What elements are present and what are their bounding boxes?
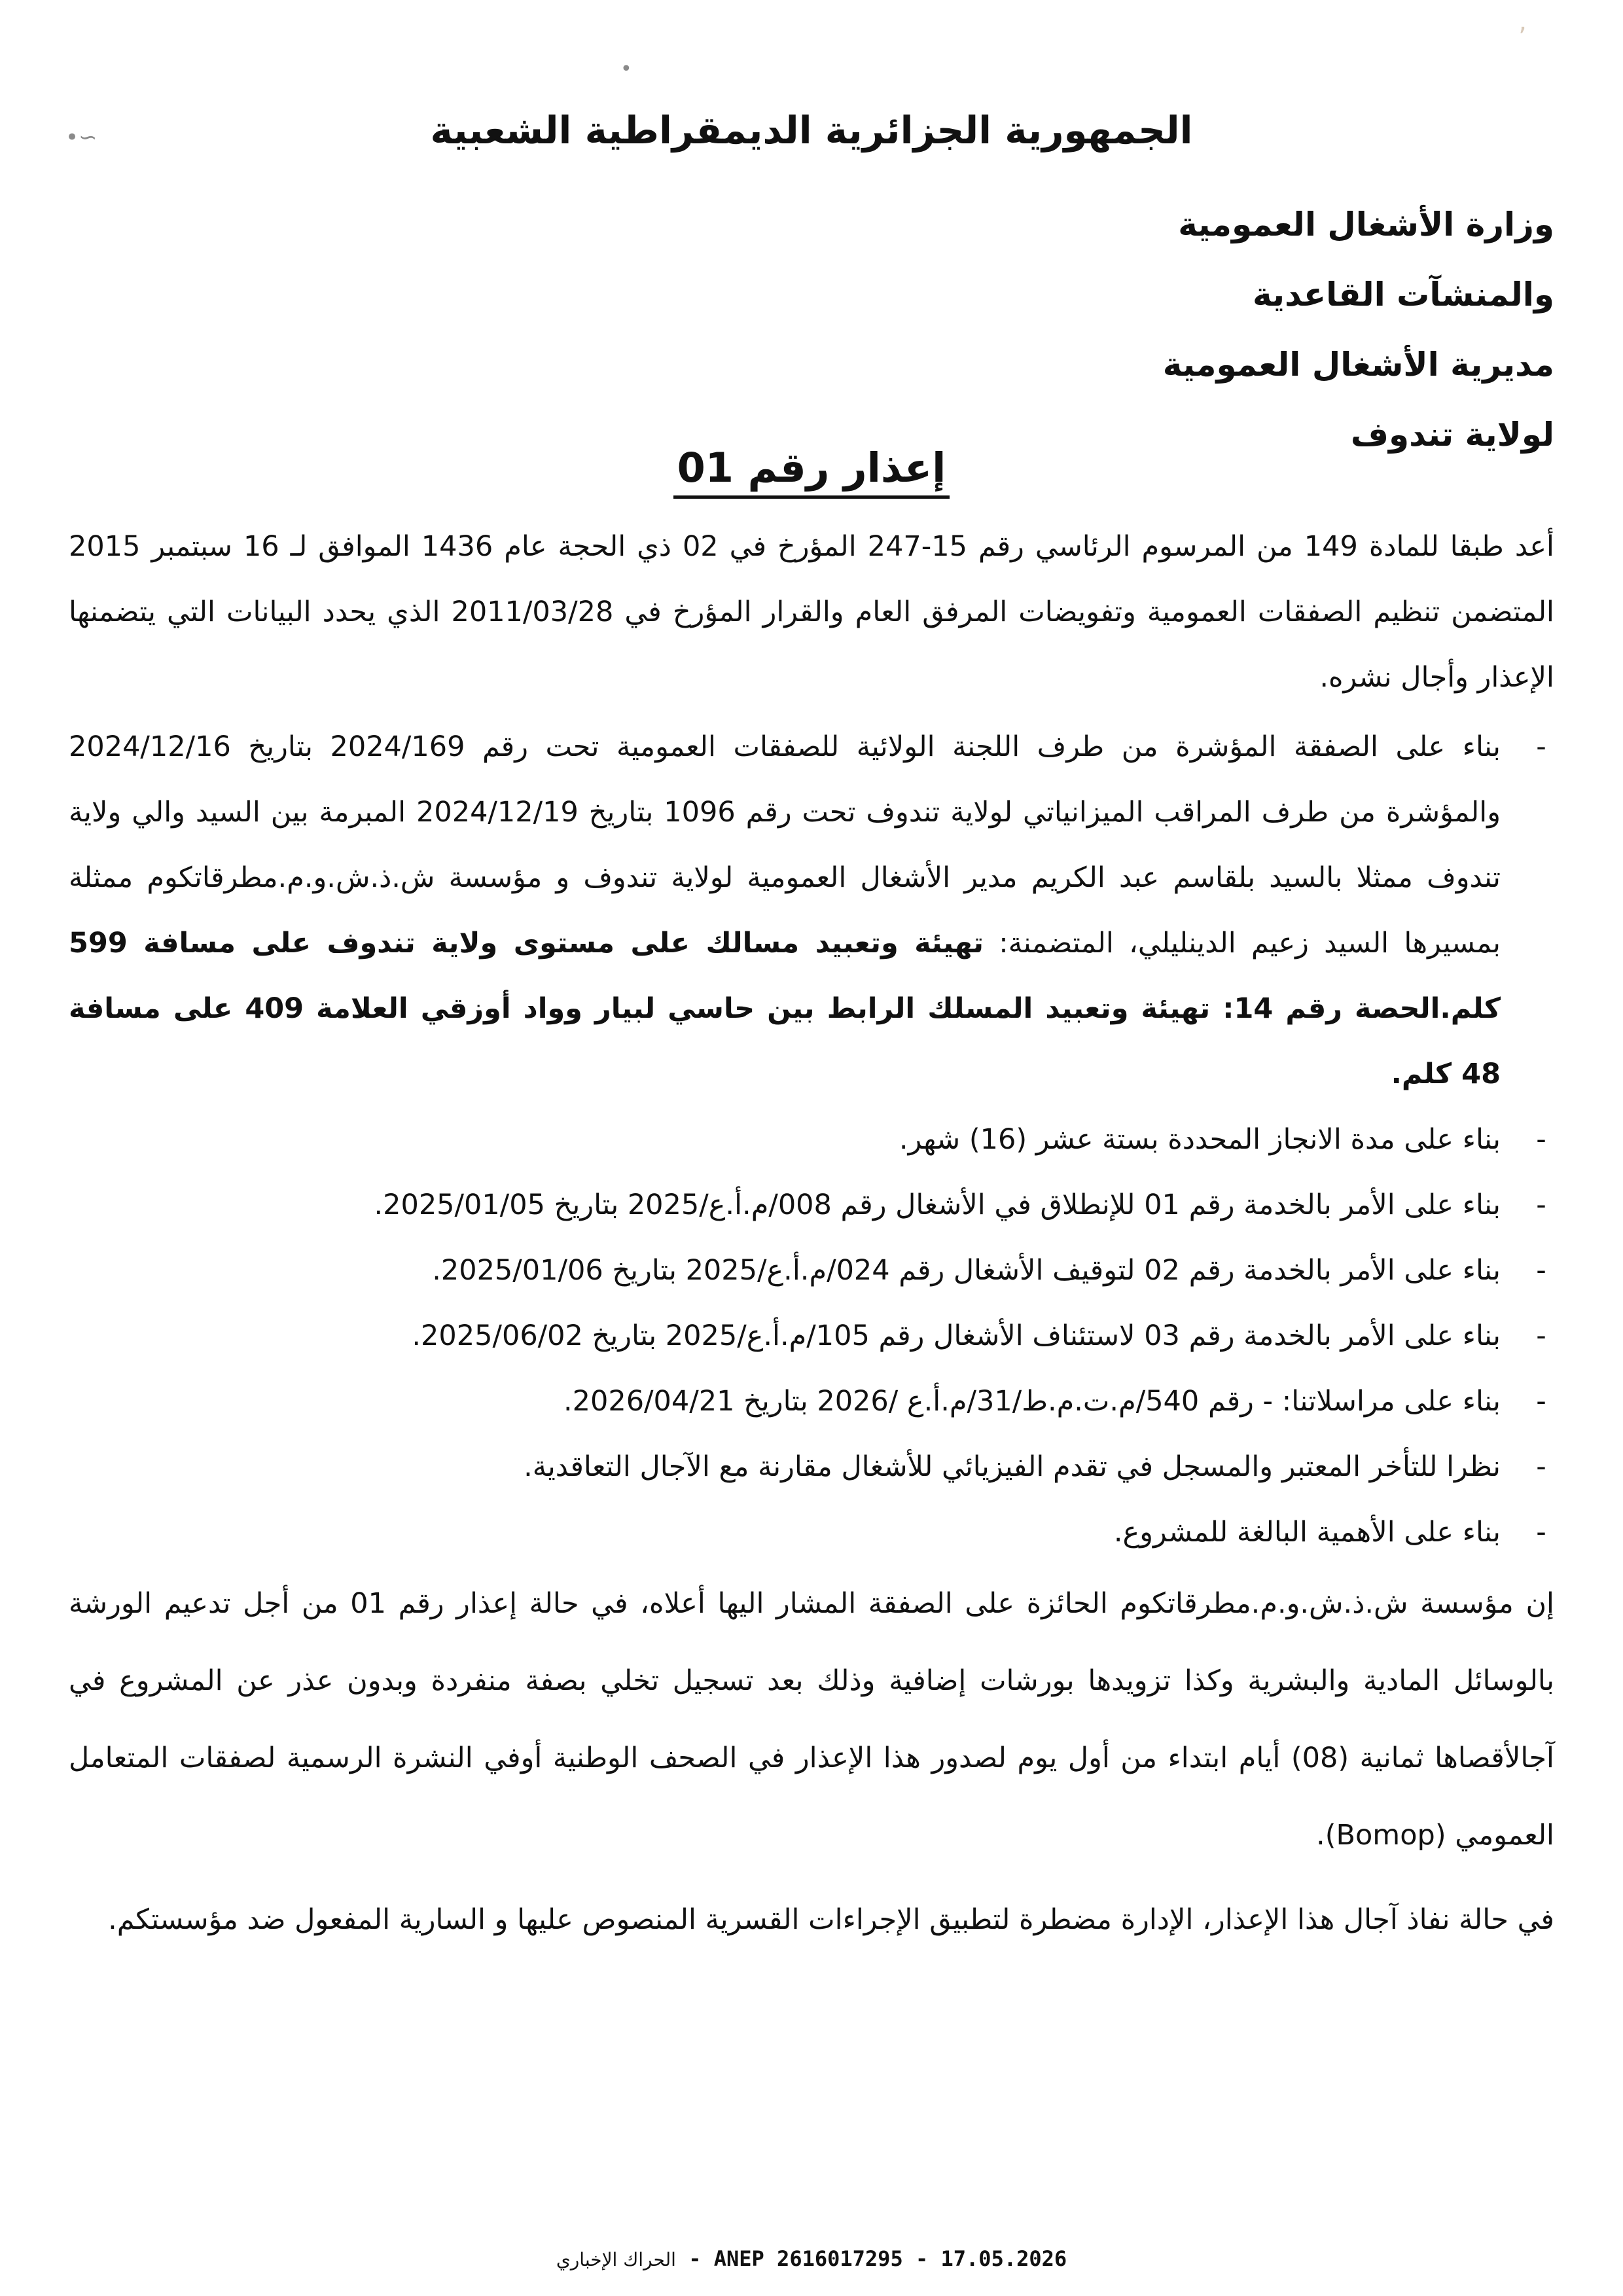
bullet-dash: - [1536,1516,1546,1549]
anep-reference: ANEP 2616017295 - 17.05.2026 [713,2246,1067,2271]
pen-mark: • [620,58,632,81]
list-item [69,1434,1554,1499]
ministry-line: وزارة الأشغال العمومية [1178,206,1554,243]
list-item-text: بناء على الأهمية البالغة للمشروع. [1113,1516,1501,1549]
list-item [69,1172,1554,1238]
pen-mark: ‚ [1518,7,1527,37]
document-title-text: إعذار رقم 01 [673,444,950,499]
list-item [69,714,1554,1107]
bullet-dash: - [1536,1450,1546,1483]
newspaper-name: الحراك الإخباري [556,2249,676,2270]
list-item-text: نظرا للتأخر المعتبر والمسجل في تقدم الفيزيائي للأشغال مقارنة مع الآجال التعاقدية. [524,1450,1501,1483]
list-item-text: بناء على مراسلاتنا: - رقم 540/م.ت.م.ط/31/م.أ.ع /2026 بتاريخ 2026/04/21. [563,1385,1501,1418]
list-item-text: بناء على الأمر بالخدمة رقم 01 للإنطلاق في الأشغال رقم 008/م.أ.ع/2025 بتاريخ 2025/01/05. [374,1189,1501,1221]
bullet-dash: - [1536,1189,1546,1221]
closing-paragraph: في حالة نفاذ آجال هذا الإعذار، الإدارة مضطرة لتطبيق الإجراءات القسرية المنصوص عليها و السارية المفعول ضد مؤسستكم. [108,1903,1554,1936]
publication-footer [0,2246,1623,2271]
list-item [69,1499,1554,1565]
wilaya-line: لولاية تندوف [1350,416,1554,454]
list-item [69,1369,1554,1434]
bullet-dash: - [1536,730,1546,763]
bullet-dash: - [1536,1319,1546,1352]
list-item-text: بناء على الأمر بالخدمة رقم 02 لتوقيف الأشغال رقم 024/م.أ.ع/2025 بتاريخ 2025/01/06. [432,1254,1501,1287]
list-item-text: بناء على الصفقة المؤشرة من طرف اللجنة الولائية للصفقات العمومية تحت رقم 2024/169 بتاريخ 2024/12/16 والمؤشرة من طرف المراقب الميزانياتي لولاية تندوف تحت رقم 1096 بتاريخ 2024/12/19 المبرمة بين السيد والي ولاية تندوف ممثلا بالسيد بلقاسم عبد الكريم مدير الأشغال العمومية لولاية تندوف و مؤسسة ش.ذ.ش.و.م.مطرقاتكوم ممثلة بمسيرها السيد زعيم الدينليلي، المتضمنة: [69,730,1501,960]
republic-heading: الجمهورية الجزائرية الديمقراطية الشعبية [430,108,1193,152]
ministry-line: والمنشآت القاعدية [1252,276,1554,314]
separator: - [688,2246,714,2271]
list-item [69,1238,1554,1303]
considerations-list [69,714,1554,1565]
list-item [69,1107,1554,1172]
document-body [69,514,1554,1952]
list-item-text: بناء على مدة الانجاز المحددة بستة عشر (16) شهر. [899,1123,1501,1156]
list-item-text: بناء على الأمر بالخدمة رقم 03 لاستئناف الأشغال رقم 105/م.أ.ع/2025 بتاريخ 2025/06/02. [412,1319,1501,1352]
notice-paragraph: إن مؤسسة ش.ذ.ش.و.م.مطرقاتكوم الحائزة على الصفقة المشار اليها أعلاه، في حالة إعذار رقم 01 من أجل تدعيم الورشة بالوسائل المادية والبشرية وكذا تزويدها بورشات إضافية وذلك بعد تسجيل تخلي بصفة منفردة وبدون عذر عن المشروع في آجالأقصاها ثمانية (08) أيام ابتداء من أول يوم لصدور هذا الإعذار في الصحف الوطنية أوفي النشرة الرسمية لصفقات المتعامل العمومي (Bomop). [69,1587,1555,1852]
intro-paragraph: أعد طبقا للمادة 149 من المرسوم الرئاسي رقم 15-247 المؤرخ في 02 ذي الحجة عام 1436 الموافق لـ 16 سبتمبر 2015 المتضمن تنظيم الصفقات العمومية وتفويضات المرفق العام والقرار المؤرخ في 2011/03/28 الذي يحدد البيانات التي يتضمنها الإعذار وأجال نشره. [69,530,1554,694]
pen-mark: ∼• [65,124,98,151]
directorate-line: مديرية الأشغال العمومية [1162,346,1554,384]
bullet-dash: - [1536,1385,1546,1418]
document-title [0,444,1623,492]
list-item [69,1303,1554,1369]
issuing-authority [965,190,1554,470]
project-subject: تهيئة وتعبيد مسالك على مستوى ولاية تندوف على مسافة 599 كلم.الحصة رقم 14: تهيئة وتعبيد المسلك الرابط بين حاسي لبيار وواد أوزقي العلامة 409 على مسافة 48 كلم. [69,927,1501,1090]
bullet-dash: - [1536,1123,1546,1156]
bullet-dash: - [1536,1254,1546,1287]
